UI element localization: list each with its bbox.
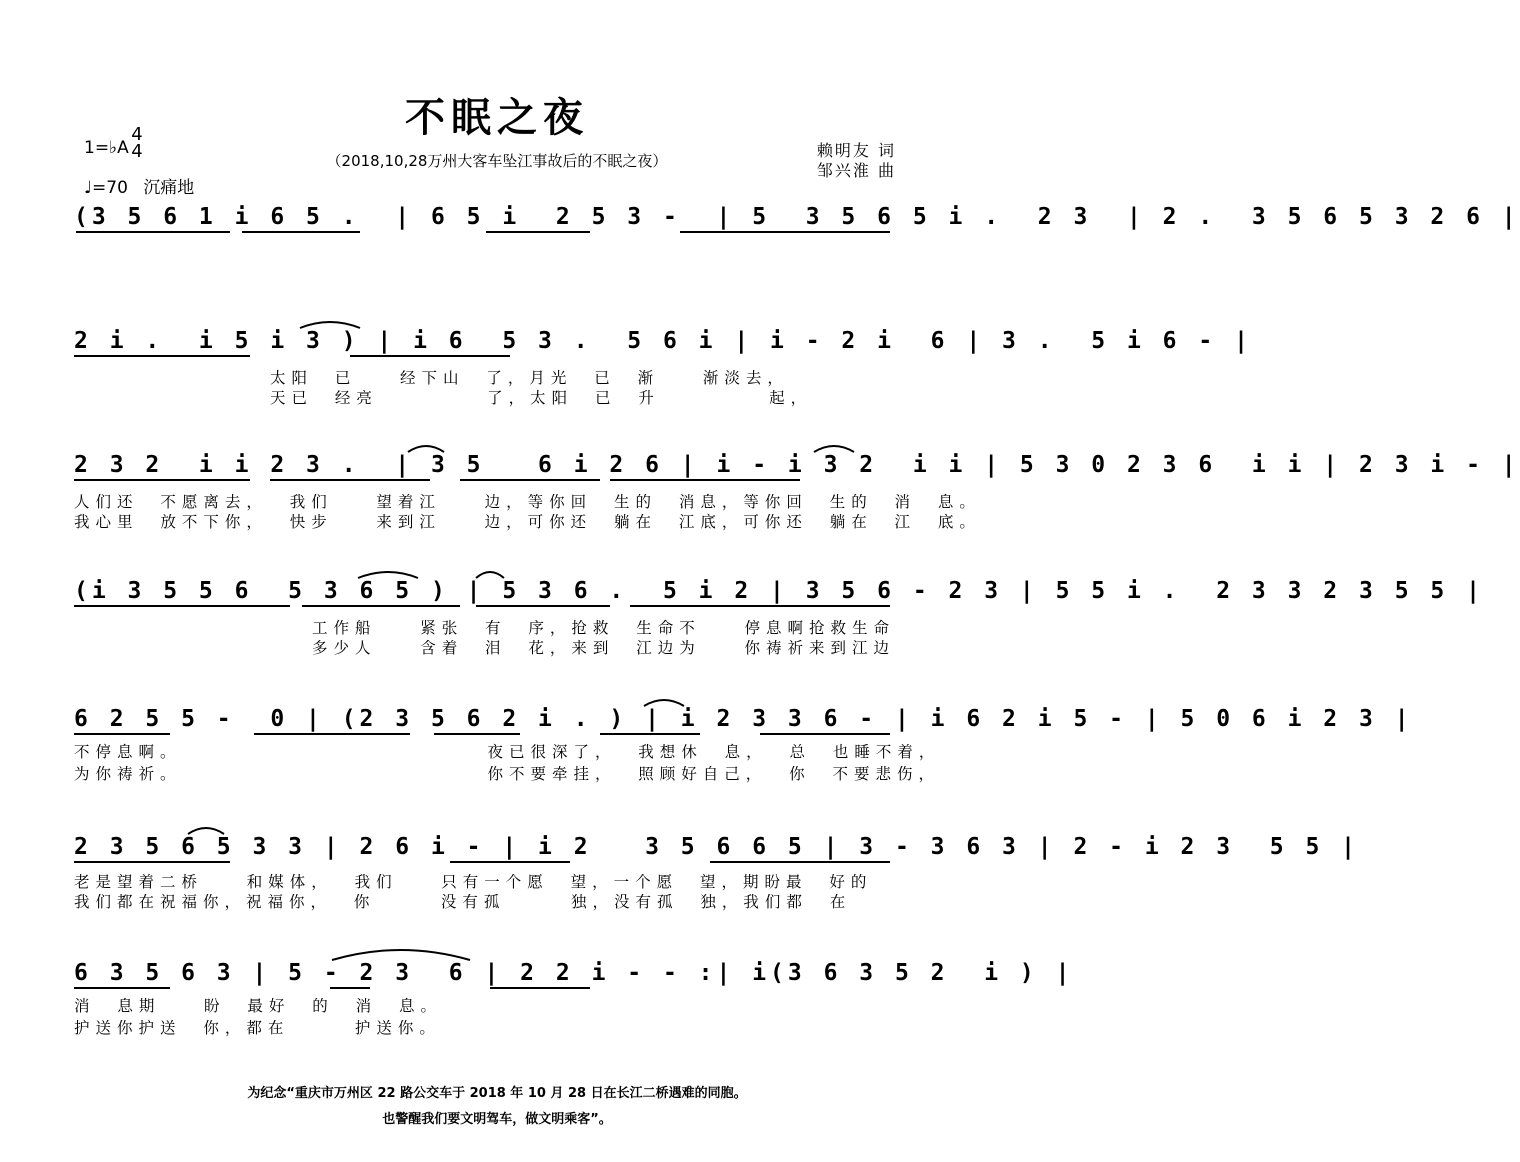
lyrics-row-5-verse-1: 不停息啊。 夜已很深了， 我想休 息， 总 也睡不着， [74,743,941,761]
score-row-1 [70,198,1520,260]
row-7-notes: 6 3 5 6 3 | 5 - 2 3 6 | 2 2 i - - :| i(3 6 3 5 2 i ) | [74,960,1074,986]
row-6-notes: 2 3 5 6 5 3 3 | 2 6 i - | i 2 3 5 6 6 5 | 3 - 3 6 3 | 2 - i 2 3 5 5 | [74,834,1359,860]
row-1-notes: (3 5 6 1 i 6 5 . | 6 5 i 2 5 3 - | 5 3 5 6 5 i . 2 3 | 2 . 3 5 6 5 3 2 6 | [74,204,1520,230]
key-signature: 1=♭A [84,138,129,158]
expression-mark: 沉痛地 [143,178,195,198]
composer-credit: 邹兴淮 曲 [816,161,896,180]
lyrics-row-4-verse-1: 工作船 紧张 有 序，抢救 生命不 停息啊抢救生命 [312,619,895,637]
lyrics-row-4-verse-2: 多少人 含着 泪 花，来到 江边为 你祷祈来到江边 [312,639,895,657]
lyrics-row-5-verse-2: 为你祷祈。 你不要牵挂， 照顾好自己， 你 不要悲伤， [74,765,941,783]
meter-top: 4 [131,124,143,145]
row-5-notes: 6 2 5 5 - 0 | (2 3 5 6 2 i . ) | i 2 3 3 6 - | i 6 2 i 5 - | 5 0 6 i 2 3 | [74,706,1413,732]
lyrics-row-2-verse-2: 天已 经亮 了，太阳 已 升 起， [270,389,813,407]
lyrics-row-7-verse-1: 消 息期 盼 最好 的 消 息。 [74,997,442,1015]
lyrics-row-6-verse-2: 我们都在祝福你，祝福你， 你 没有孤 独，没有孤 独，我们都 在 [74,893,852,911]
time-signature [128,126,146,160]
lyricist-credit: 赖明友 词 [816,141,896,160]
lyrics-row-3-verse-1: 人们还 不愿离去， 我们 望着江 边，等你回 生的 消息，等你回 生的 消 息。 [74,493,981,511]
lyrics-row-6-verse-1: 老是望着二桥 和媒体， 我们 只有一个愿 望，一个愿 望，期盼最 好的 [74,873,873,891]
row-3-notes: 2 3 2 i i 2 3 . | 3 5 6 i 2 6 | i - i 3 2 i i | 5 3 0 2 3 6 i i | 2 3 i - | [74,452,1520,478]
tempo-mark [84,173,194,198]
footer-dedication: 为纪念“重庆市万州区 22 路公交车于 2018 年 10 月 28 日在长江二桥遇难的同胞。 [247,1086,747,1101]
lyrics-row-3-verse-2: 我心里 放不下你， 快步 来到江 边，可你还 躺在 江底，可你还 躺在 江 底。 [74,513,981,531]
lyrics-row-7-verse-2: 护送你护送 你，都在 护送你。 [74,1019,441,1037]
tempo-value: ♩=70 [84,178,128,198]
lyrics-row-2-verse-1: 太阳 已 经下山 了，月光 已 渐 渐淡去， [270,369,789,387]
footer-reminder: 也警醒我们要文明驾车，做文明乘客”。 [382,1112,612,1127]
row-2-notes: 2 i . i 5 i 3 ) | i 6 5 3 . 5 6 i | i - 2 i 6 | 3 . 5 i 6 - | [74,328,1252,354]
meter-bottom: 4 [131,141,143,162]
song-title: 不眠之夜 [405,94,589,141]
song-subtitle: （2018,10,28万州大客车坠江事故后的不眠之夜） [326,152,668,170]
row-4-notes: (i 3 5 5 6 5 3 6 5 ) | 5 3 6 . 5 i 2 | 3 5 6 - 2 3 | 5 5 i . 2 3 3 2 3 5 5 | [74,578,1484,604]
